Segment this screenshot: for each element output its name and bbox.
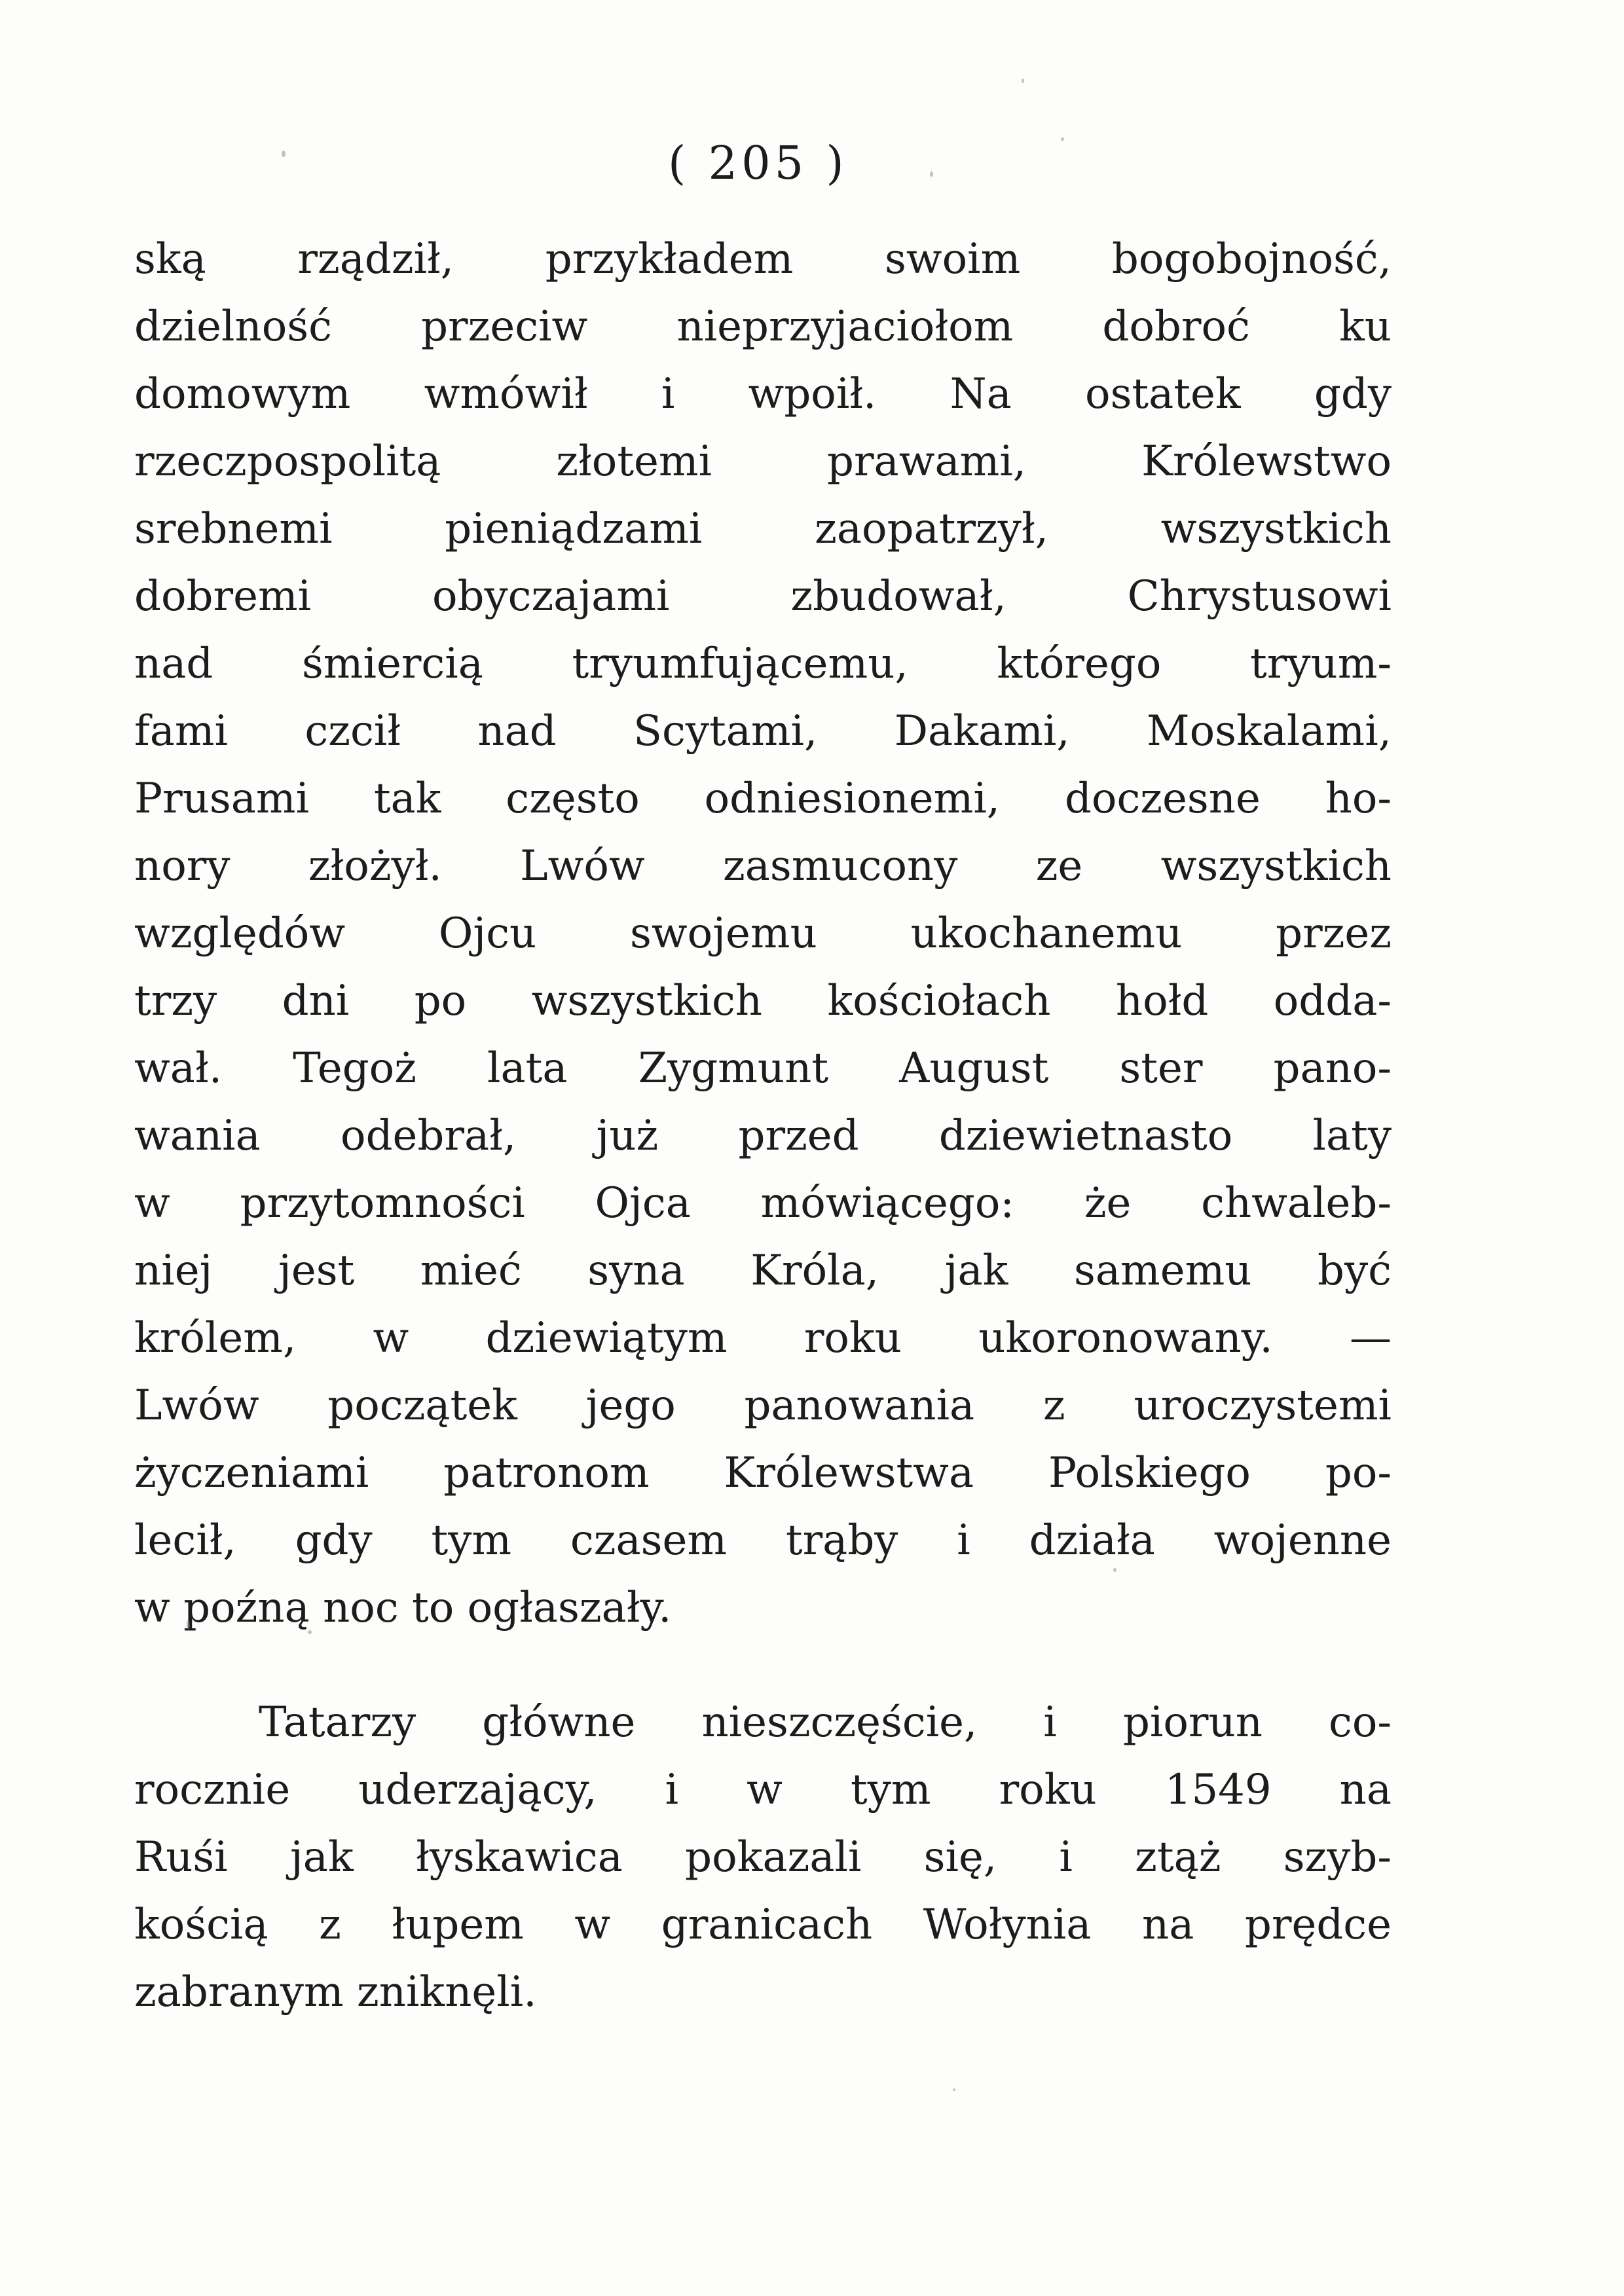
text-line: w poźną noc to ogłaszały. <box>134 1584 672 1632</box>
text-line: Lwów początek jego panowania z uroczystemi <box>134 1381 1392 1430</box>
scan-speck <box>1022 79 1024 83</box>
scan-speck <box>1061 137 1064 141</box>
text-line: domowym wmówił i wpoił. Na ostatek gdy <box>134 370 1392 418</box>
text-line: trzy dni po wszystkich kościołach hołd odda- <box>134 977 1392 1025</box>
text-line: zabranym zniknęli. <box>134 1968 537 2016</box>
text-line: fami czcił nad Scytami, Dakami, Moskalami, <box>134 707 1392 756</box>
text-line: Prusami tak często odniesionemi, doczesne ho- <box>134 774 1392 823</box>
paragraph-2 <box>134 1689 1392 2026</box>
text-line: w przytomności Ojca mówiącego: że chwaleb- <box>134 1179 1392 1228</box>
text-line: względów Ojcu swojemu ukochanemu przez <box>134 909 1392 958</box>
page-number: ( 205 ) <box>668 136 848 190</box>
text-line: lecił, gdy tym czasem trąby i działa wojenne <box>134 1516 1392 1565</box>
scan-speck <box>282 151 286 157</box>
scan-speck <box>930 172 933 177</box>
scan-speck <box>187 1620 190 1630</box>
text-line: ską rządził, przykładem swoim bogobojność, <box>134 235 1392 283</box>
text-line: nad śmiercią tryumfującemu, którego tryum- <box>134 640 1392 688</box>
text-line: królem, w dziewiątym roku ukoronowany. — <box>134 1314 1392 1362</box>
scan-speck <box>953 2088 955 2091</box>
text-line: dzielność przeciw nieprzyjaciołom dobroć ku <box>134 302 1392 351</box>
text-line: rzeczpospolitą złotemi prawami, Królewstwo <box>134 437 1392 486</box>
text-line: Ruśi jak łyskawica pokazali się, i ztąż szyb- <box>134 1833 1392 1882</box>
text-line: wania odebrał, już przed dziewietnasto laty <box>134 1112 1392 1160</box>
scan-speck <box>1113 1568 1116 1572</box>
scan-speck <box>308 1630 312 1634</box>
text-line: niej jest mieć syna Króla, jak samemu być <box>134 1247 1392 1295</box>
text-line: kością z łupem w granicach Wołynia na prędce <box>134 1901 1392 1949</box>
text-line: rocznie uderzający, i w tym roku 1549 na <box>134 1766 1392 1814</box>
text-line: życzeniami patronom Królewstwa Polskiego po- <box>134 1449 1392 1497</box>
text-line: wał. Tegoż lata Zygmunt August ster pano- <box>134 1044 1392 1093</box>
paragraph-1 <box>134 226 1392 1642</box>
text-line: Tatarzy główne nieszczęście, i piorun co- <box>259 1698 1392 1747</box>
text-line: srebnemi pieniądzami zaopatrzył, wszystkich <box>134 505 1392 553</box>
text-line: nory złożył. Lwów zasmucony ze wszystkich <box>134 842 1392 890</box>
text-line: dobremi obyczajami zbudował, Chrystusowi <box>134 572 1392 621</box>
